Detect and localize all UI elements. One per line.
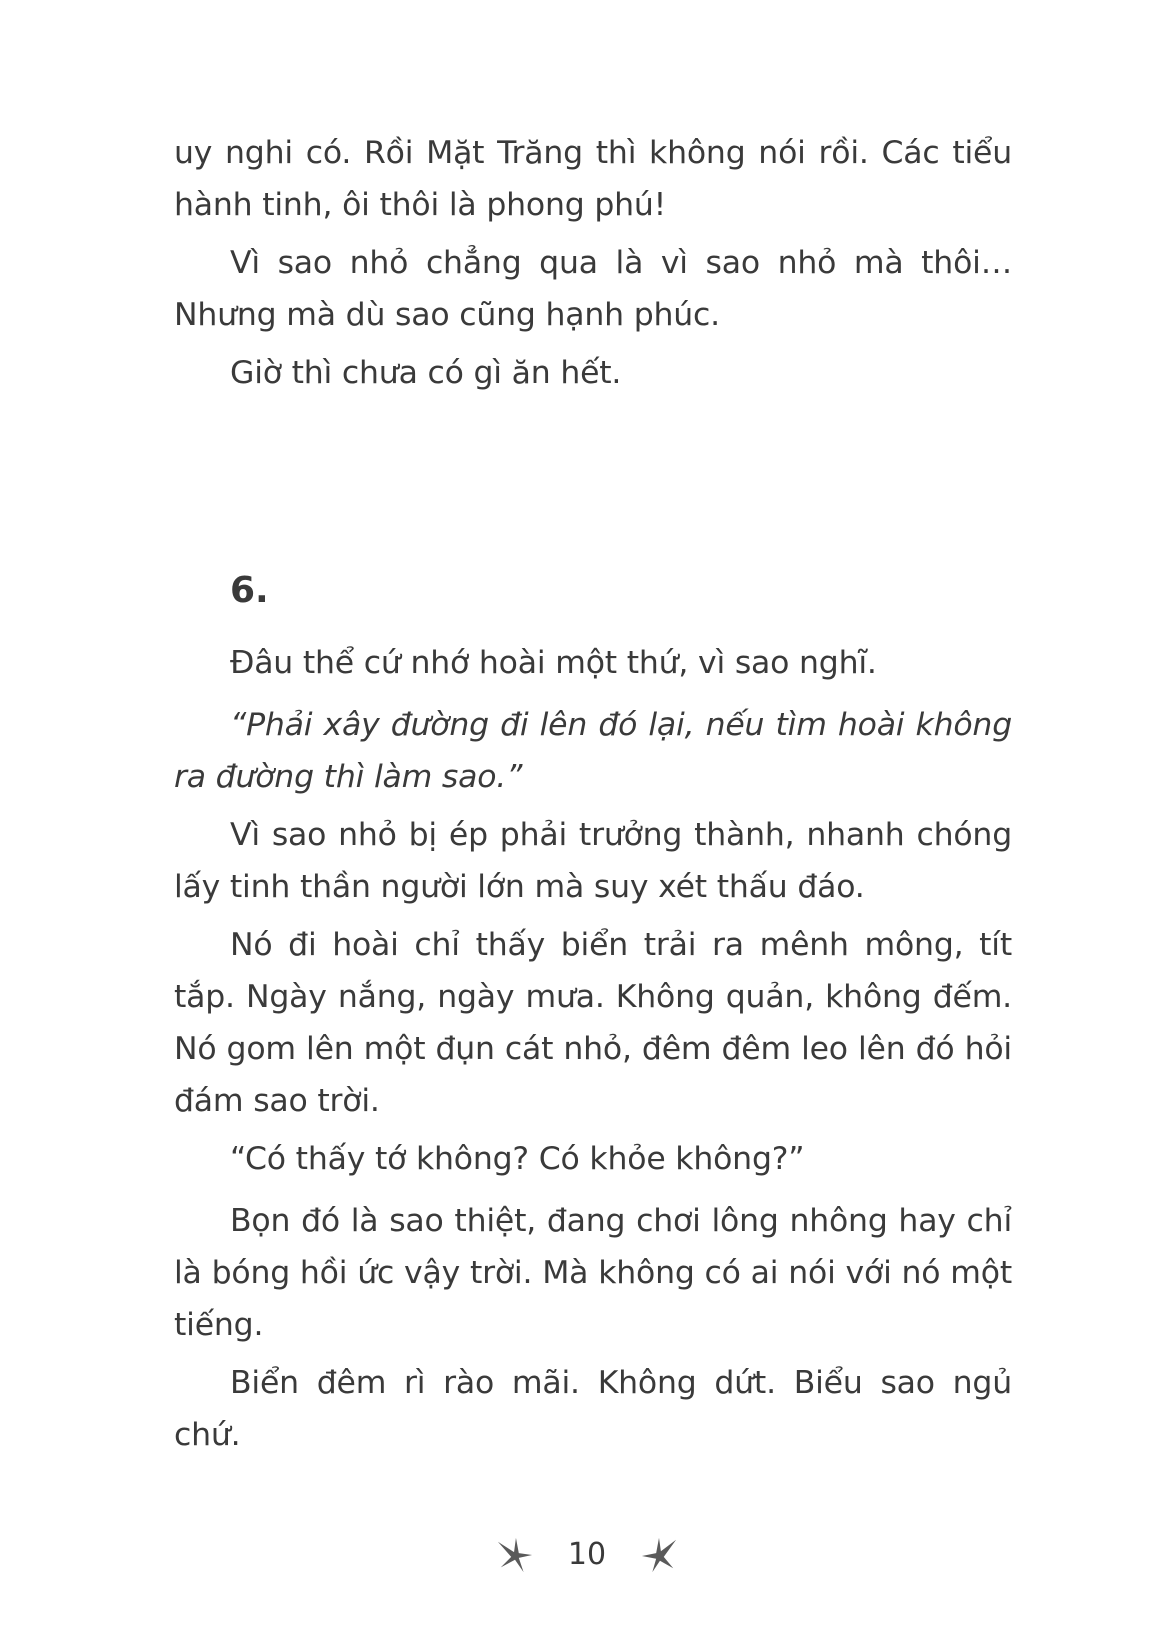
paragraph: Vì sao nhỏ bị ép phải trưởng thành, nhanh chóng lấy tinh thần người lớn mà suy xét thấu đáo. xyxy=(174,817,1012,905)
page-footer xyxy=(0,1530,1174,1580)
paragraph-continued: uy nghi có. Rồi Mặt Trăng thì không nói rồi. Các tiểu hành tinh, ôi thôi là phong phú! xyxy=(174,135,1012,223)
paragraph: Vì sao nhỏ chẳng qua là vì sao nhỏ mà thôi… Nhưng mà dù sao cũng hạnh phúc. xyxy=(174,245,1012,333)
star-icon xyxy=(640,1536,678,1574)
star-icon xyxy=(496,1536,534,1574)
section-heading: 6. xyxy=(230,570,269,611)
paragraph: Bọn đó là sao thiệt, đang chơi lông nhông hay chỉ là bóng hồi ức vậy trời. Mà không có ai nói với nó một tiếng. xyxy=(174,1203,1012,1343)
paragraph: Biển đêm rì rào mãi. Không dứt. Biểu sao ngủ chứ. xyxy=(174,1365,1012,1453)
paragraph: Giờ thì chưa có gì ăn hết. xyxy=(230,355,622,391)
page-number: 10 xyxy=(567,1537,607,1572)
dialogue-paragraph: “Có thấy tớ không? Có khỏe không?” xyxy=(230,1141,805,1177)
paragraph: Đâu thể cứ nhớ hoài một thứ, vì sao nghĩ. xyxy=(230,645,877,681)
quote-paragraph: “Phải xây đường đi lên đó lại, nếu tìm hoài không ra đường thì làm sao.” xyxy=(174,707,1012,795)
paragraph: Nó đi hoài chỉ thấy biển trải ra mênh mông, tít tắp. Ngày nắng, ngày mưa. Không quản, không đếm. Nó gom lên một đụn cát nhỏ, đêm đêm leo lên đó hỏi đám sao trời. xyxy=(174,927,1012,1119)
